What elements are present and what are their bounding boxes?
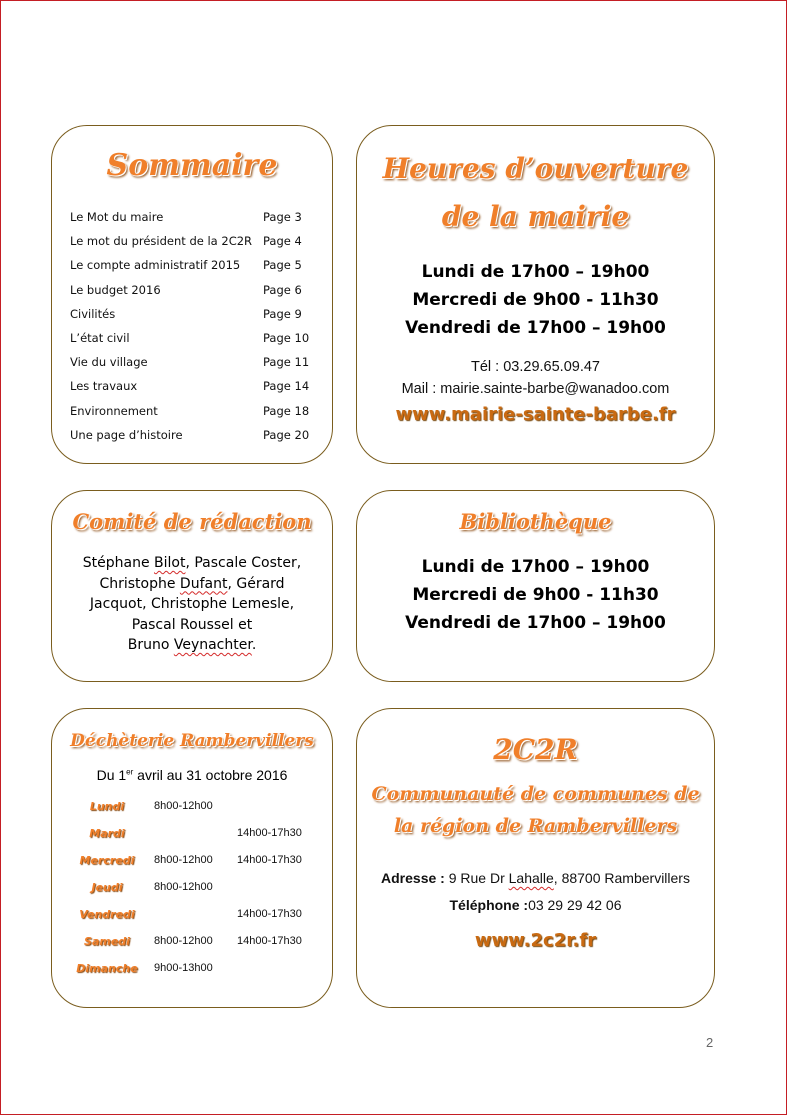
- summary-item-label: Une page d’histoire: [70, 427, 183, 442]
- schedule-day: Jeudi: [91, 881, 123, 894]
- mairie-hours: [357, 258, 714, 342]
- summary-item-page: Page 10: [263, 331, 310, 345]
- committee-title: Comité de rédaction: [72, 509, 312, 534]
- mairie-hours-monday: Lundi de 17h00 – 19h00: [421, 262, 650, 282]
- c2r-address: Adresse : 9 Rue Dr Lahalle, 88700 Rambervillers: [381, 870, 690, 886]
- dechetterie-period: Du 1er avril au 31 octobre 2016: [96, 767, 288, 783]
- summary-item: [70, 404, 320, 418]
- c2r-card: [356, 708, 715, 1008]
- mairie-email[interactable]: Mail : mairie.sainte-barbe@wanadoo.com: [401, 381, 670, 397]
- summary-item: [70, 331, 320, 345]
- summary-item-page: Page 6: [263, 282, 302, 297]
- summary-item-page: Page 18: [263, 403, 310, 418]
- library-hours-friday: Vendredi de 17h00 – 19h00: [405, 613, 666, 633]
- summary-item: [70, 428, 320, 442]
- summary-item: [70, 234, 320, 248]
- dechetterie-card: [51, 708, 333, 1008]
- summary-item: [70, 379, 320, 393]
- summary-item-label: Civilités: [70, 306, 116, 321]
- summary-card: [51, 125, 333, 464]
- schedule-am: 8h00-12h00: [154, 800, 213, 812]
- schedule-day: Samedi: [84, 935, 130, 948]
- mairie-phone: Tél : 03.29.65.09.47: [471, 359, 600, 375]
- c2r-website-link[interactable]: www.2c2r.fr: [474, 930, 597, 951]
- summary-item-label: Le budget 2016: [70, 282, 161, 297]
- summary-title: Sommaire: [106, 148, 278, 183]
- schedule-day: Mercredi: [79, 854, 135, 867]
- schedule-day: Dimanche: [76, 962, 138, 975]
- schedule-am: 8h00-12h00: [154, 881, 213, 893]
- library-title: Bibliothèque: [459, 509, 612, 534]
- library-hours: [357, 553, 714, 637]
- schedule-pm: 14h00-17h30: [237, 854, 302, 866]
- c2r-subtitle-line1: Communauté de communes de: [371, 783, 700, 805]
- schedule-am: 9h00-13h00: [154, 962, 213, 974]
- library-card: [356, 490, 715, 682]
- summary-item-label: Les travaux: [70, 379, 138, 394]
- mairie-website-link[interactable]: www.mairie-sainte-barbe.fr: [395, 404, 676, 425]
- committee-card: [51, 490, 333, 682]
- schedule-am: 8h00-12h00: [154, 854, 213, 866]
- c2r-title: 2C2R: [493, 733, 578, 766]
- summary-item-label: Le Mot du maire: [70, 210, 164, 224]
- mairie-hours-friday: Vendredi de 17h00 – 19h00: [405, 318, 666, 338]
- summary-item-label: L’état civil: [70, 331, 130, 345]
- schedule-pm: 14h00-17h30: [237, 908, 302, 920]
- summary-item-page: Page 14: [263, 379, 310, 394]
- summary-item: [70, 283, 320, 297]
- summary-item-page: Page 3: [263, 210, 302, 224]
- mairie-hours-wednesday: Mercredi de 9h00 - 11h30: [412, 290, 659, 310]
- summary-item: [70, 355, 320, 369]
- schedule-day: Mardi: [89, 827, 125, 840]
- mairie-hours-card: [356, 125, 715, 464]
- library-hours-monday: Lundi de 17h00 – 19h00: [421, 557, 650, 577]
- summary-item-label: Vie du village: [70, 355, 148, 370]
- schedule-pm: 14h00-17h30: [237, 827, 302, 839]
- summary-item-page: Page 9: [263, 306, 302, 321]
- dechetterie-title: Déchèterie Rambervillers: [70, 731, 314, 751]
- summary-item: [70, 258, 320, 272]
- c2r-subtitle-line2: la région de Rambervillers: [393, 815, 678, 837]
- summary-item-page: Page 4: [263, 234, 302, 249]
- summary-item-label: Le mot du président de la 2C2R: [70, 234, 253, 249]
- page-number: 2: [706, 1035, 714, 1050]
- summary-item-page: Page 5: [263, 258, 302, 273]
- summary-item: [70, 210, 320, 224]
- summary-item: [70, 307, 320, 321]
- mairie-title-line2: de la mairie: [441, 200, 630, 233]
- c2r-phone: Téléphone :03 29 29 42 06: [449, 897, 622, 913]
- schedule-pm: 14h00-17h30: [237, 935, 302, 947]
- committee-members: Stéphane Bilot, Pascale Coster, Christophe Dufant, Gérard Jacquot, Christophe Lemesle, Pascal Roussel et Bruno Veynachter.: [82, 555, 302, 653]
- summary-item-label: Le compte administratif 2015: [70, 258, 241, 273]
- summary-item-page: Page 11: [263, 355, 310, 370]
- summary-item-page: Page 20: [263, 427, 310, 442]
- schedule-day: Lundi: [89, 800, 125, 813]
- schedule-day: Vendredi: [79, 908, 135, 921]
- mairie-title-line1: Heures d’ouverture: [382, 152, 689, 185]
- schedule-am: 8h00-12h00: [154, 935, 213, 947]
- library-hours-wednesday: Mercredi de 9h00 - 11h30: [412, 585, 659, 605]
- summary-item-label: Environnement: [70, 403, 158, 418]
